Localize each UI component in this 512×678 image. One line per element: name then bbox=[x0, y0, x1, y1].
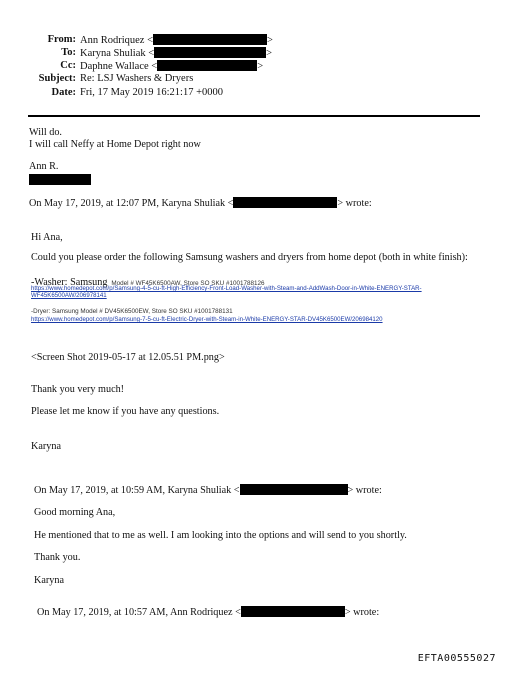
close-bracket: > bbox=[257, 61, 264, 72]
to-label: To: bbox=[61, 47, 76, 58]
washer-link[interactable]: https://www.homedepot.com/p/Samsung-4-5-cu-ft-High-Efficiency-Front-Load-Washer-with-Steam-and-AddWash-Door-in-White-ENERGY-STAR- bbox=[31, 285, 422, 292]
cc-field bbox=[80, 60, 263, 72]
redaction-box bbox=[29, 174, 91, 185]
quote1-questions: Please let me know if you have any questions. bbox=[31, 406, 220, 417]
quote2-attrib-suffix: > wrote: bbox=[347, 485, 382, 496]
redaction-box bbox=[233, 197, 337, 208]
washer-link-continued[interactable]: WF45K6500AW/206978141 bbox=[31, 292, 107, 299]
cc-value: Daphne Wallace < bbox=[80, 61, 158, 72]
redaction-box bbox=[240, 484, 348, 495]
quote1-attrib-suffix: > wrote: bbox=[337, 198, 372, 209]
washer-model: Model # WF45K6500AW, Store SO SKU #1001788126 bbox=[111, 280, 265, 287]
quote2-signature: Karyna bbox=[34, 575, 64, 586]
reply-signature: Ann R. bbox=[29, 161, 59, 172]
subject-label: Subject: bbox=[38, 73, 76, 84]
subject-value: Re: LSJ Washers & Dryers bbox=[80, 73, 194, 84]
quote2-greeting: Good morning Ana, bbox=[34, 507, 116, 518]
quote1-greeting: Hi Ana, bbox=[31, 232, 63, 243]
quote1-signature: Karyna bbox=[31, 441, 61, 452]
from-value: Ann Rodriquez < bbox=[80, 35, 153, 46]
close-bracket: > bbox=[266, 48, 273, 59]
quote2-attribution bbox=[34, 484, 382, 496]
dryer-label: -Dryer: Samsung Model # DV45K6500EW, Store SO SKU #1001788131 bbox=[31, 308, 233, 315]
cc-label: Cc: bbox=[60, 60, 76, 71]
quote3-attribution bbox=[37, 606, 379, 618]
redaction-box bbox=[157, 60, 257, 71]
date-label: Date: bbox=[51, 87, 76, 98]
bates-number: EFTA00555027 bbox=[417, 653, 496, 664]
from-label: From: bbox=[47, 34, 76, 45]
reply-line-2: I will call Neffy at Home Depot right now bbox=[29, 139, 201, 150]
quote2-attrib-prefix: On May 17, 2019, at 10:59 AM, Karyna Shuliak < bbox=[34, 485, 240, 496]
quote3-attrib-prefix: On May 17, 2019, at 10:57 AM, Ann Rodriquez < bbox=[37, 607, 241, 618]
redaction-box bbox=[241, 606, 345, 617]
quote2-body: He mentioned that to me as well. I am looking into the options and will send to you shortly. bbox=[34, 530, 407, 541]
quote1-request: Could you please order the following Samsung washers and dryers from home depot (both in white finish): bbox=[31, 252, 468, 263]
quote1-thanks: Thank you very much! bbox=[31, 384, 125, 395]
attachment-name[interactable]: <Screen Shot 2019-05-17 at 12.05.51 PM.png> bbox=[31, 352, 225, 363]
quote1-attrib-prefix: On May 17, 2019, at 12:07 PM, Karyna Shuliak < bbox=[29, 198, 234, 209]
quote3-attrib-suffix: > wrote: bbox=[344, 607, 380, 618]
washer-label: -Washer: Samsung bbox=[31, 277, 108, 288]
redaction-box bbox=[154, 47, 266, 58]
redaction-box bbox=[153, 34, 267, 45]
reply-line-1: Will do. bbox=[29, 127, 62, 138]
to-value: Karyna Shuliak < bbox=[80, 48, 155, 59]
header-divider bbox=[28, 115, 480, 117]
quote1-attribution bbox=[29, 197, 372, 209]
close-bracket: > bbox=[267, 35, 273, 46]
dryer-link[interactable]: https://www.homedepot.com/p/Samsung-7-5-cu-ft-Electric-Dryer-with-Steam-in-White-ENERGY-STAR-DV45K6500EW/206984120 bbox=[31, 316, 383, 323]
to-field bbox=[80, 47, 272, 59]
quote2-thanks: Thank you. bbox=[34, 552, 81, 563]
from-field bbox=[80, 34, 273, 46]
date-value: Fri, 17 May 2019 16:21:17 +0000 bbox=[80, 87, 224, 98]
